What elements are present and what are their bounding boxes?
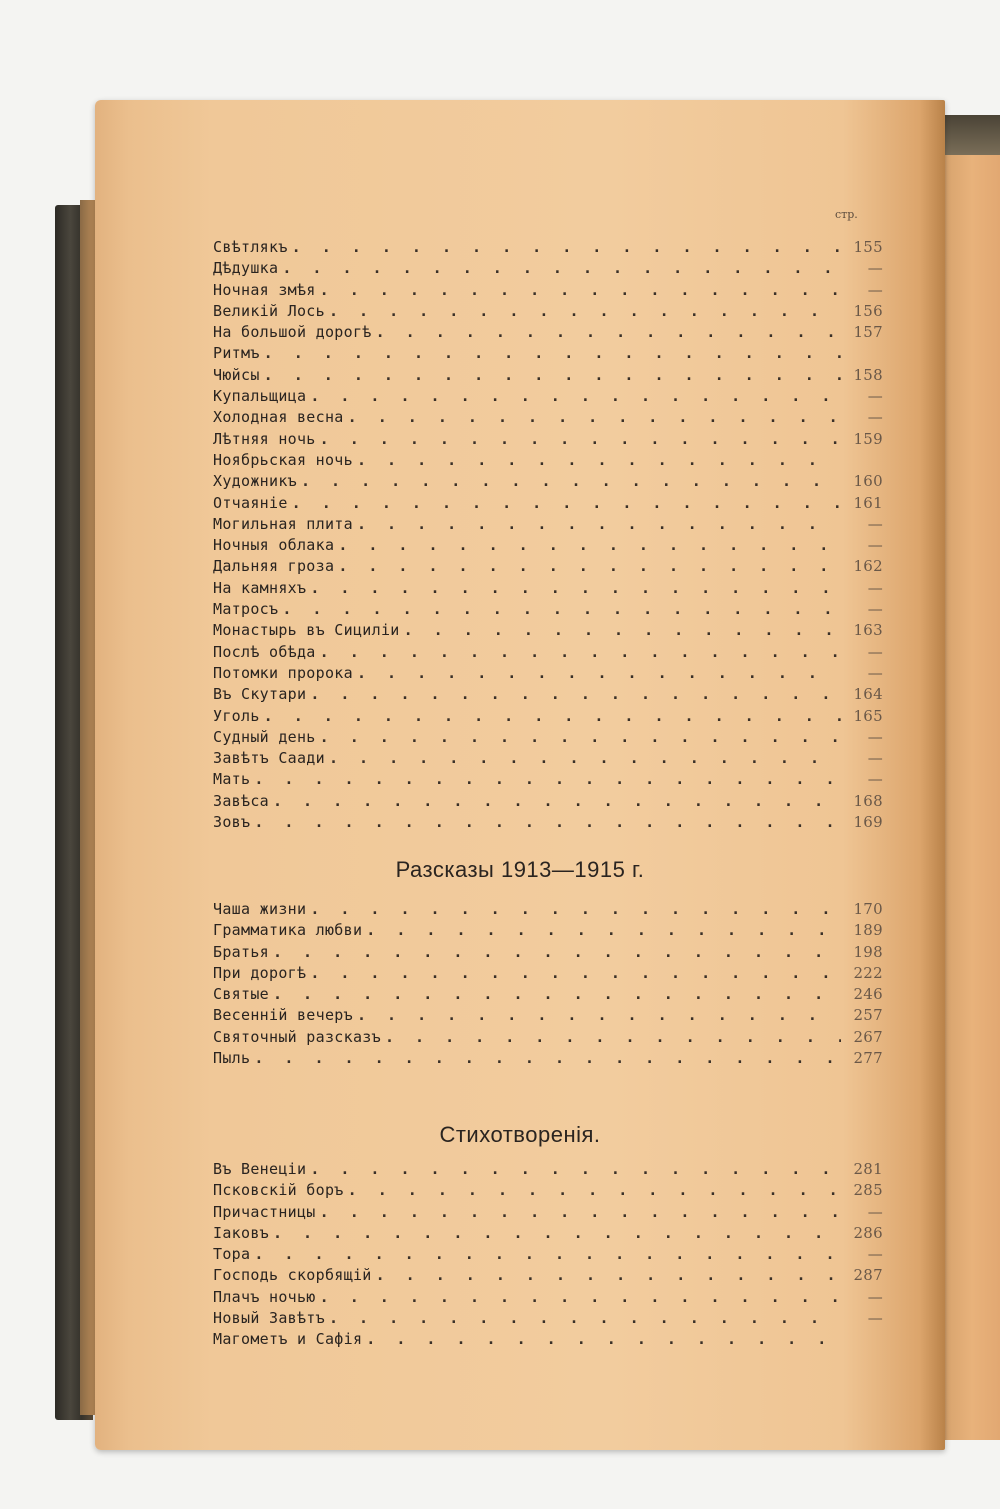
- dot-leader: [357, 451, 841, 469]
- toc-entry: [213, 238, 883, 259]
- toc-entry: [213, 557, 883, 578]
- toc-entry-title: Тора: [213, 1245, 251, 1264]
- book-page: [95, 100, 945, 1450]
- dot-leader: [254, 1049, 841, 1067]
- toc-entry-page-number: 158: [853, 365, 883, 384]
- toc-entry-page-number: 157: [853, 323, 883, 342]
- page-column-label: стр.: [835, 208, 858, 221]
- toc-entry-title: Плачъ ночью: [213, 1287, 316, 1306]
- toc-entry: [213, 259, 883, 280]
- toc-entry-title: Чюйсы: [213, 365, 260, 384]
- dot-leader: [320, 643, 841, 661]
- dot-leader: [348, 1181, 841, 1199]
- toc-entry: [213, 1245, 883, 1266]
- section-heading-stories: Разсказы 1913—1915 г.: [395, 857, 645, 882]
- dot-leader: [329, 302, 841, 320]
- dot-leader: [273, 943, 841, 961]
- toc-entry: [213, 387, 883, 408]
- toc-entry: [213, 985, 883, 1006]
- toc-entry-page-number: 287: [853, 1266, 883, 1285]
- toc-entry-title: На большой дорогѣ: [213, 323, 372, 342]
- dot-leader: [310, 1160, 841, 1178]
- toc-entry: [213, 344, 883, 365]
- toc-entry: [213, 685, 883, 706]
- toc-entry: [213, 1006, 883, 1027]
- toc-entry-page-number: 163: [853, 621, 883, 640]
- toc-entry-page-number: 170: [853, 900, 883, 918]
- toc-entry-title: Монастырь въ Сициліи: [213, 621, 400, 640]
- toc-entry: [213, 643, 883, 664]
- toc-section-poems-1: [213, 238, 883, 834]
- dot-leader: [366, 921, 841, 939]
- dot-leader: [282, 259, 841, 277]
- toc-entry: [213, 1049, 883, 1070]
- toc-entry: [213, 451, 883, 472]
- toc-entry-title: Іаковъ: [213, 1223, 269, 1242]
- toc-entry: [213, 1309, 883, 1330]
- dot-leader: [348, 408, 841, 426]
- toc-entry: [213, 707, 883, 728]
- toc-entry-title: Судный день: [213, 727, 316, 746]
- toc-entry-title: Лѣтняя ночь: [213, 429, 316, 448]
- dot-leader: [254, 813, 841, 831]
- toc-entry-page-number: 165: [853, 706, 883, 725]
- toc-entry-title: Новый Завѣтъ: [213, 1309, 325, 1328]
- toc-entry: [213, 1330, 883, 1351]
- toc-entry-page-number: —: [867, 280, 883, 299]
- toc-entry: [213, 323, 883, 344]
- toc-entry-title: Завѣтъ Саади: [213, 749, 325, 768]
- toc-entry-title: Въ Венеціи: [213, 1160, 307, 1178]
- toc-entry-page-number: 198: [853, 942, 883, 961]
- dot-leader: [320, 1203, 841, 1221]
- dot-leader: [264, 344, 841, 362]
- toc-entry-page-number: —: [867, 1202, 883, 1221]
- toc-entry-page-number: 281: [853, 1160, 883, 1178]
- toc-entry: [213, 536, 883, 557]
- toc-entry-page-number: —: [867, 1309, 883, 1328]
- toc-entry-title: Холодная весна: [213, 408, 344, 427]
- toc-entry-title: Весенній вечеръ: [213, 1006, 353, 1025]
- toc-entry-title: Художникъ: [213, 472, 297, 491]
- toc-entry-page-number: 285: [853, 1181, 883, 1200]
- toc-entry-page-number: 189: [853, 921, 883, 940]
- toc-entry-title: На камняхъ: [213, 578, 307, 597]
- toc-entry-title: Купальщица: [213, 387, 307, 406]
- dot-leader: [282, 600, 841, 618]
- toc-entry-page-number: —: [867, 514, 883, 533]
- dot-leader: [254, 770, 841, 788]
- dot-leader: [264, 707, 841, 725]
- dot-leader: [357, 664, 841, 682]
- toc-entry-page-number: —: [867, 387, 883, 406]
- dot-leader: [320, 728, 841, 746]
- toc-entry-title: Чаша жизни: [213, 900, 307, 918]
- dot-leader: [264, 366, 841, 384]
- toc-entry-page-number: —: [867, 1245, 883, 1264]
- toc-entry-title: Причастницы: [213, 1202, 316, 1221]
- toc-entry-page-number: 222: [853, 963, 883, 982]
- toc-entry-title: Святые: [213, 985, 269, 1004]
- toc-entry: [213, 1288, 883, 1309]
- toc-entry-page-number: —: [867, 642, 883, 661]
- dot-leader: [338, 536, 841, 554]
- toc-section-stories: [213, 900, 883, 1070]
- toc-entry-title: Мать: [213, 770, 251, 789]
- toc-entry-title: Матросъ: [213, 600, 279, 619]
- dot-leader: [357, 515, 841, 533]
- toc-entry: [213, 621, 883, 642]
- toc-entry: [213, 408, 883, 429]
- dot-leader: [366, 1330, 841, 1348]
- toc-entry: [213, 515, 883, 536]
- toc-entry: [213, 728, 883, 749]
- dot-leader: [301, 472, 841, 490]
- toc-entry: [213, 600, 883, 621]
- toc-entry: [213, 664, 883, 685]
- dot-leader: [338, 557, 841, 575]
- toc-entry: [213, 792, 883, 813]
- toc-entry: [213, 1266, 883, 1287]
- toc-entry: [213, 813, 883, 834]
- toc-entry-page-number: 168: [853, 791, 883, 810]
- toc-entry-page-number: —: [867, 1287, 883, 1306]
- toc-entry: [213, 1224, 883, 1245]
- dot-leader: [310, 964, 841, 982]
- toc-entry-page-number: —: [867, 749, 883, 768]
- dot-leader: [310, 900, 841, 918]
- toc-entry-page-number: —: [867, 259, 883, 278]
- page-content: [95, 100, 945, 1450]
- toc-entry-page-number: 161: [853, 493, 883, 512]
- dot-leader: [273, 985, 841, 1003]
- toc-entry-page-number: 257: [853, 1006, 883, 1025]
- toc-entry-page-number: 156: [853, 301, 883, 320]
- toc-entry: [213, 430, 883, 451]
- toc-entry-title: Пыль: [213, 1049, 251, 1068]
- toc-entry-page-number: —: [867, 770, 883, 789]
- toc-entry-page-number: —: [867, 536, 883, 555]
- toc-entry: [213, 1181, 883, 1202]
- dot-leader: [292, 494, 841, 512]
- toc-entry: [213, 1203, 883, 1224]
- toc-entry-title: Отчаяніе: [213, 493, 288, 512]
- toc-entry-title: Дѣдушка: [213, 259, 279, 278]
- toc-entry-title: Господь скорбящій: [213, 1266, 372, 1285]
- toc-entry-title: Псковскій боръ: [213, 1181, 344, 1200]
- toc-entry: [213, 579, 883, 600]
- dot-leader: [310, 387, 841, 405]
- toc-entry-title: Ритмъ: [213, 344, 260, 363]
- toc-entry-title: Магометъ и Сафія: [213, 1330, 363, 1349]
- toc-entry-page-number: 155: [853, 238, 883, 256]
- toc-entry: [213, 921, 883, 942]
- toc-entry-page-number: —: [867, 408, 883, 427]
- toc-entry-title: Ночная змѣя: [213, 280, 316, 299]
- toc-entry-title: Потомки пророка: [213, 663, 353, 682]
- dot-leader: [310, 579, 841, 597]
- toc-entry: [213, 749, 883, 770]
- toc-entry-page-number: —: [867, 578, 883, 597]
- toc-entry-title: Въ Скутари: [213, 685, 307, 704]
- toc-entry-title: Дальняя гроза: [213, 557, 335, 576]
- dot-leader: [385, 1028, 841, 1046]
- section-heading-poems: Стихотворенія.: [439, 1122, 601, 1147]
- toc-entry-page-number: 162: [853, 557, 883, 576]
- toc-entry-page-number: 160: [853, 472, 883, 491]
- toc-entry-page-number: 267: [853, 1027, 883, 1046]
- dot-leader: [310, 685, 841, 703]
- toc-entry-title: Завѣса: [213, 791, 269, 810]
- dot-leader: [357, 1006, 841, 1024]
- toc-entry-title: Великій Лось: [213, 301, 325, 320]
- toc-entry: [213, 900, 883, 921]
- toc-entry-page-number: —: [867, 663, 883, 682]
- dot-leader: [329, 1309, 841, 1327]
- toc-entry-title: Зовъ: [213, 813, 251, 832]
- dot-leader: [404, 621, 841, 639]
- toc-entry-page-number: 169: [853, 813, 883, 832]
- toc-entry-page-number: 286: [853, 1223, 883, 1242]
- toc-entry: [213, 770, 883, 791]
- toc-entry-title: Могильная плита: [213, 514, 353, 533]
- toc-entry-page-number: 277: [853, 1049, 883, 1068]
- dot-leader: [273, 1224, 841, 1242]
- toc-entry: [213, 494, 883, 515]
- dot-leader: [320, 430, 841, 448]
- toc-entry: [213, 366, 883, 387]
- dot-leader: [292, 238, 841, 256]
- toc-entry: [213, 281, 883, 302]
- toc-entry-title: Послѣ обѣда: [213, 642, 316, 661]
- toc-entry: [213, 302, 883, 323]
- toc-entry-title: Ночныя облака: [213, 536, 335, 555]
- toc-entry-title: Ноябрьская ночь: [213, 450, 353, 469]
- toc-entry-title: Свѣтлякъ: [213, 238, 288, 256]
- dot-leader: [376, 1266, 841, 1284]
- toc-entry-title: При дорогѣ: [213, 963, 307, 982]
- dot-leader: [254, 1245, 841, 1263]
- toc-entry-title: Святочный разсказъ: [213, 1027, 381, 1046]
- dot-leader: [273, 792, 841, 810]
- toc-entry-page-number: —: [867, 727, 883, 746]
- toc-entry: [213, 472, 883, 493]
- toc-entry-title: Грамматика любви: [213, 921, 363, 940]
- toc-entry: [213, 1028, 883, 1049]
- toc-entry: [213, 964, 883, 985]
- toc-entry-page-number: 246: [853, 985, 883, 1004]
- toc-entry: [213, 1160, 883, 1181]
- dot-leader: [320, 1288, 841, 1306]
- toc-entry-title: Уголь: [213, 706, 260, 725]
- dot-leader: [329, 749, 841, 767]
- toc-entry-page-number: 159: [853, 429, 883, 448]
- dot-leader: [320, 281, 841, 299]
- toc-entry: [213, 943, 883, 964]
- dot-leader: [376, 323, 841, 341]
- toc-entry-page-number: 164: [853, 685, 883, 704]
- toc-entry-page-number: —: [867, 600, 883, 619]
- toc-section-poems-2: [213, 1160, 883, 1352]
- toc-entry-title: Братья: [213, 942, 269, 961]
